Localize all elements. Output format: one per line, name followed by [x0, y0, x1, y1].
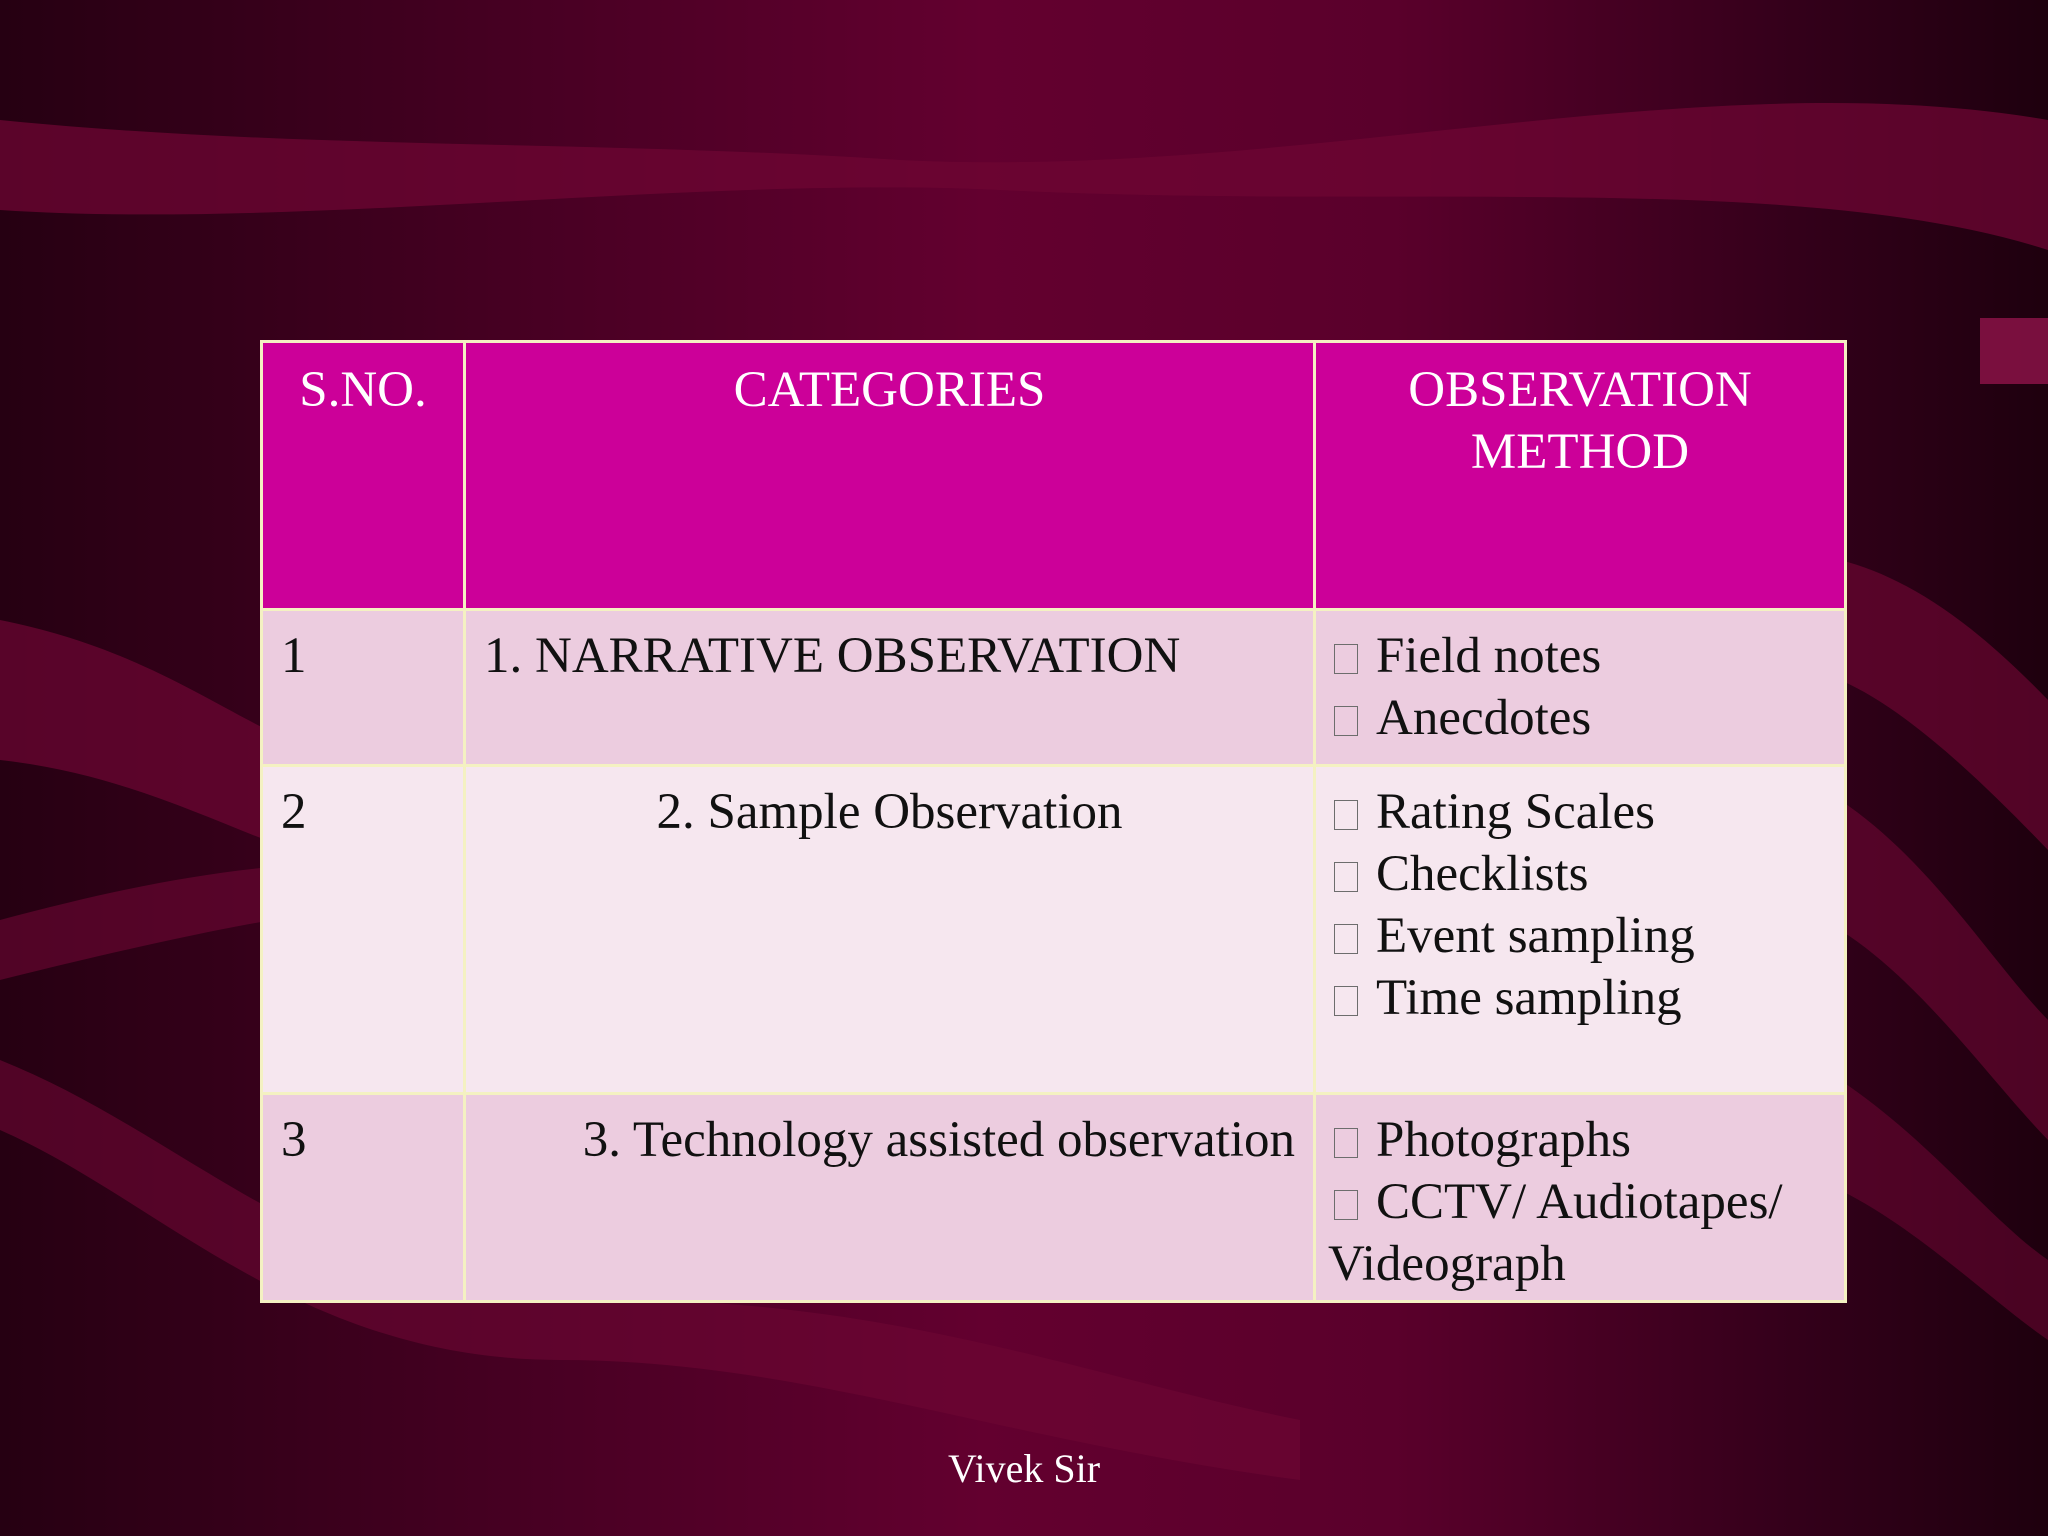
square-bullet-icon — [1334, 706, 1358, 736]
method-item: Rating Scales — [1334, 781, 1826, 843]
row-3-methods — [1315, 1094, 1846, 1302]
row-1-sno: 1 — [262, 610, 465, 766]
square-bullet-icon — [1334, 862, 1358, 892]
square-bullet-icon — [1334, 1190, 1358, 1220]
row-1-category: 1. NARRATIVE OBSERVATION — [465, 610, 1315, 766]
method-item: Checklists — [1334, 843, 1826, 905]
row-2-methods — [1315, 766, 1846, 1094]
table-row — [262, 1094, 1846, 1302]
square-bullet-icon — [1334, 1128, 1358, 1158]
method-item: CCTV/ Audiotapes/ — [1334, 1171, 1826, 1233]
method-item: Event sampling — [1334, 905, 1826, 967]
header-observation-line1: OBSERVATION — [1408, 362, 1752, 418]
table-header-row — [262, 342, 1846, 610]
method-item: Photographs — [1334, 1109, 1826, 1171]
row-1-methods — [1315, 610, 1846, 766]
method-item: Field notes — [1334, 625, 1826, 687]
square-bullet-icon — [1334, 800, 1358, 830]
footer-author: Vivek Sir — [947, 1446, 1101, 1491]
row-2-sno: 2 — [262, 766, 465, 1094]
method-item: Time sampling — [1334, 967, 1826, 1029]
row-3-category: 3. Technology assisted observation — [465, 1094, 1315, 1302]
square-bullet-icon — [1334, 924, 1358, 954]
square-bullet-icon — [1334, 986, 1358, 1016]
method-item: Anecdotes — [1334, 687, 1826, 749]
header-sno: S.NO. — [262, 342, 465, 610]
header-categories: CATEGORIES — [465, 342, 1315, 610]
header-observation-method — [1315, 342, 1846, 610]
table-row — [262, 610, 1846, 766]
table-row — [262, 766, 1846, 1094]
header-observation-line2: METHOD — [1470, 424, 1690, 480]
observation-table — [260, 340, 1847, 1303]
row-3-sno: 3 — [262, 1094, 465, 1302]
method-item: Videograph — [1328, 1236, 1566, 1292]
row-2-category: 2. Sample Observation — [465, 766, 1315, 1094]
square-bullet-icon — [1334, 644, 1358, 674]
